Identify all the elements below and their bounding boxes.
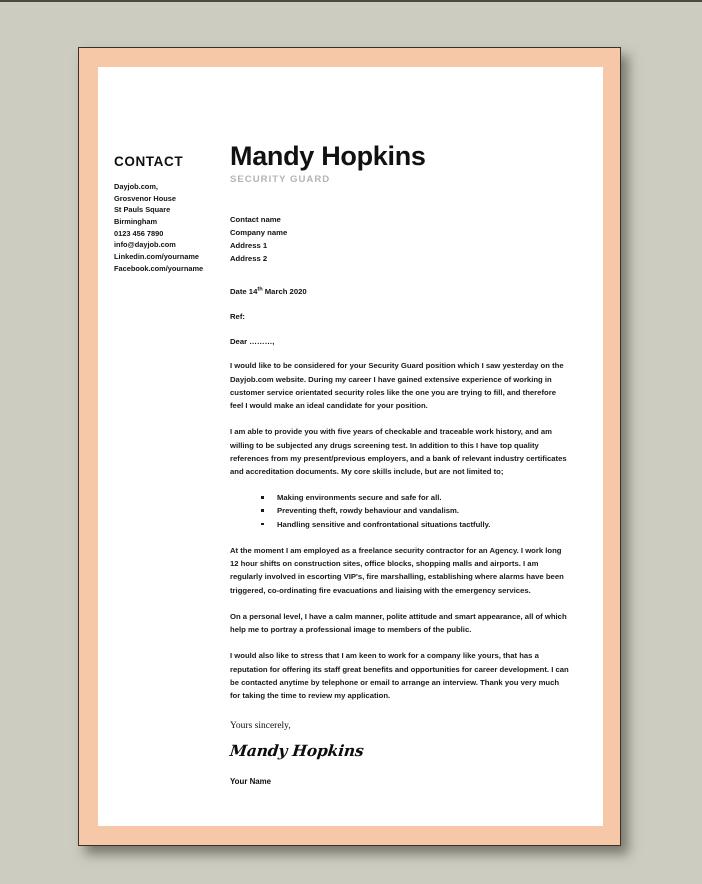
contact-detail-item: Birmingham	[114, 217, 158, 227]
date-prefix: Date 14	[230, 287, 258, 297]
body-paragraph: I am able to provide you with five years of checkable and traceable work history, and am willing to be subjected any drugs screening test. In addition to this I have top quality references from my present/previous employers, and a bank of relevant industry certificates and accreditation documents. My core skills include, but are not limited to;	[230, 427, 567, 477]
contact-detail-facebook[interactable]: Facebook.com/yourname	[114, 263, 204, 273]
recipient-address-block	[230, 213, 570, 265]
contact-detail-linkedin[interactable]: Linkedin.com/yourname	[114, 252, 200, 262]
contact-details-list	[114, 181, 224, 275]
body-paragraph: On a personal level, I have a calm manner, polite attitude and smart appearance, all of which help me to portray a professional image to members of the public.	[230, 611, 567, 635]
document-frame	[78, 47, 621, 846]
recipient-line: Company name	[230, 228, 288, 238]
valediction: Yours sincerely,	[230, 721, 291, 732]
recipient-line: Address 1	[230, 241, 268, 251]
body-paragraph: At the moment I am employed as a freelance security contractor for an Agency. I work long 12 hour shifts on construction sites, office blocks, shopping malls and airports. I am regularly involved in escorting VIP's, fire marshalling, establishing where alarms have been triggered, co-ordinating fire evacuations and liaising with the emergency services.	[230, 545, 564, 595]
letter-body	[230, 213, 570, 786]
date-line	[230, 287, 570, 296]
letter-header	[98, 67, 603, 186]
body-paragraph: I would like to be considered for your Security Guard position which I saw yesterday on the Dayjob.com website. During my career I have gained extensive experience of working in customer service orientated security roles like the one you are trying to fill, and therefore feel I would make an ideal candidate for your position.	[230, 361, 564, 411]
reference-label: Ref:	[230, 312, 245, 322]
top-edge-rule	[0, 0, 702, 2]
contact-detail-email[interactable]: info@dayjob.com	[114, 240, 176, 250]
skill-item: Making environments secure and safe for all.	[261, 491, 570, 504]
contact-detail-item: St Pauls Square	[114, 205, 171, 215]
name-title-block	[230, 142, 426, 185]
recipient-line: Contact name	[230, 215, 281, 224]
core-skills-list	[261, 491, 570, 531]
contact-detail-item: Grosvenor House	[114, 193, 177, 203]
body-paragraph: I would also like to stress that I am keen to work for a company like yours, that has a reputation for offering its staff great benefits and opportunities for career development. I can be contacted anytime by telephone or email to arrange an interview. Thank you very much for taking the time to review my application.	[230, 651, 569, 701]
skill-item: Preventing theft, rowdy behaviour and vandalism.	[261, 504, 570, 517]
signature-name-label: Your Name	[230, 777, 272, 787]
recipient-line: Address 2	[230, 254, 268, 264]
date-rest: March 2020	[262, 287, 307, 297]
date-ordinal-suffix: th	[257, 286, 263, 293]
contact-heading: CONTACT	[114, 154, 184, 169]
contact-detail-phone: 0123 456 7890	[114, 228, 164, 238]
applicant-role: SECURITY GUARD	[230, 174, 331, 186]
skill-item: Handling sensitive and confrontational situations tactfully.	[261, 518, 570, 531]
contact-detail-item: Dayjob.com,	[114, 182, 158, 191]
letter-page	[98, 67, 603, 826]
applicant-name: Mandy Hopkins	[230, 141, 426, 171]
salutation: Dear ………,	[230, 337, 275, 347]
handwritten-signature: Mandy Hopkins	[229, 741, 365, 761]
